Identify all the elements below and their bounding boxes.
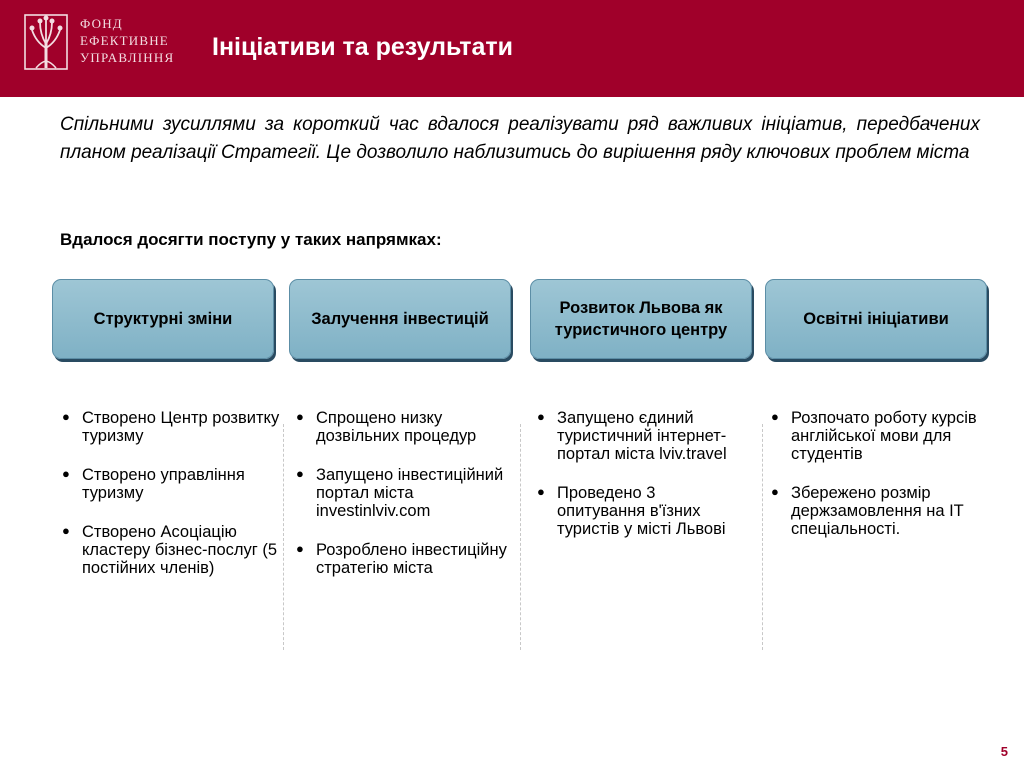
logo-line-3: УПРАВЛІННЯ [80,50,175,65]
direction-box-tourism: Розвиток Львова як туристичного центру [530,279,752,359]
column-divider [520,424,521,650]
logo-text [80,15,174,66]
logo [24,14,175,72]
result-text: Розроблено інвестиційну стратегію міста [316,541,507,577]
result-item [767,484,989,538]
header-bar [0,0,1024,97]
tree-logo-icon [24,14,68,70]
result-item [533,484,748,538]
bullet-icon: ● [537,484,545,499]
results-column-structural [58,409,280,598]
direction-box-structural: Структурні зміни [52,279,274,359]
result-item [58,523,280,577]
result-text: Запущено єдиний туристичний інтернет-портал міста lviv.travel [557,409,727,463]
result-item [533,409,748,463]
result-text: Збережено розмір держзамовлення на ІТ спеціальності. [791,484,964,538]
subheading: Вдалося досягти поступу у таких напрямках: [60,230,442,249]
logo-line-1: ФОНД [80,16,123,31]
direction-box-investment: Залучення інвестицій [289,279,511,359]
intro-paragraph: Спільними зусиллями за короткий час вдалося реалізувати ряд важливих ініціатив, передбачених планом реалізації Стратегії. Це дозволило наблизитись до вирішення ряду ключових проблем міста [60,114,980,163]
result-item [292,409,518,445]
result-item [292,466,518,520]
result-text: Проведено 3 опитування в'їзних туристів у місті Львові [557,484,726,538]
bullet-icon: ● [537,409,545,424]
bullet-icon: ● [62,409,70,424]
result-text: Створено управління туризму [82,466,245,502]
bullet-icon: ● [62,466,70,481]
result-item [767,409,989,463]
result-item [58,466,280,502]
result-text: Спрощено низку дозвільних процедур [316,409,477,445]
bullet-icon: ● [771,484,779,499]
result-text: Створено Асоціацію кластеру бізнес-послуг (5 постійних членів) [82,523,278,577]
bullet-icon: ● [296,409,304,424]
logo-line-2: ЕФЕКТИВНЕ [80,33,169,48]
column-divider [762,424,763,650]
direction-box-education: Освітні ініціативи [765,279,987,359]
result-text: Запущено інвестиційний портал міста investinlviv.com [316,466,504,520]
bullet-icon: ● [296,466,304,481]
bullet-icon: ● [771,409,779,424]
results-column-tourism [533,409,748,559]
bullet-icon: ● [296,541,304,556]
result-item [292,541,518,577]
result-text: Створено Центр розвитку туризму [82,409,280,445]
results-column-education [767,409,989,559]
slide-title: Ініціативи та результати [212,33,513,61]
result-text: Розпочато роботу курсів англійської мови для студентів [791,409,977,463]
page-number: 5 [1000,744,1008,759]
column-divider [283,424,284,650]
bullet-icon: ● [62,523,70,538]
results-column-investment [292,409,518,598]
result-item [58,409,280,445]
